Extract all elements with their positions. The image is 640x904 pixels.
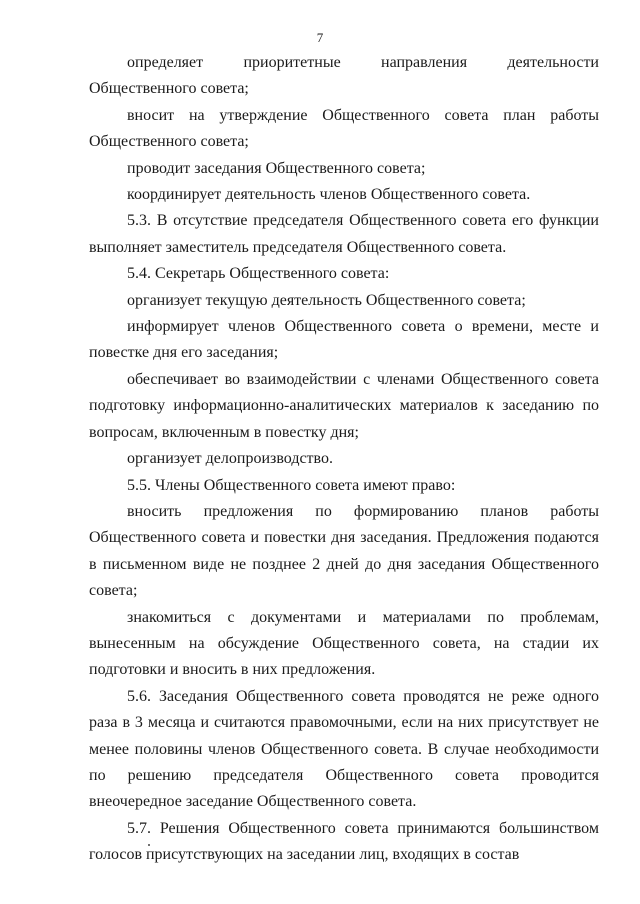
- page-number: 7: [316, 30, 324, 45]
- paragraph: 5.6. Заседания Общественного совета проводятся не реже одного раза в 3 месяца и считаются правомочными, если на них присутствует не менее половины членов Общественного совета. В случае необходимости по решению председателя Общественного совета проводится внеочередное заседание Общественного совета.: [89, 687, 599, 811]
- paragraph: организует делопроизводство.: [127, 450, 333, 468]
- paragraph: определяет приоритетные направления деятельности Общественного совета;: [89, 54, 599, 98]
- paragraph: вносит на утверждение Общественного совета план работы Общественного совета;: [89, 106, 599, 151]
- scan-speck: [148, 844, 150, 846]
- paragraph: организует текущую деятельность Общественного совета;: [127, 291, 526, 309]
- paragraph: 5.3. В отсутствие председателя Общественного совета его функции выполняет заместитель председателя Общественного совета.: [89, 212, 599, 256]
- document-body: [89, 50, 599, 869]
- paragraph: проводит заседания Общественного совета;: [127, 159, 426, 177]
- paragraph: 5.5. Члены Общественного совета имеют право:: [127, 476, 456, 494]
- paragraph: вносить предложения по формированию планов работы Общественного совета и повестки дня заседания. Предложения подаются в письменном виде не позднее 2 дней до дня заседания Общественного совета;: [89, 502, 599, 600]
- paragraph: знакомиться с документами и материалами по проблемам, вынесенным на обсуждение Общественного совета, на стадии их подготовки и вносить в них предложения.: [89, 608, 599, 679]
- paragraph: информирует членов Общественного совета о времени, месте и повестке дня его заседания;: [89, 318, 599, 362]
- paragraph: координирует деятельность членов Общественного совета.: [127, 186, 531, 204]
- paragraph: 5.4. Секретарь Общественного совета:: [127, 265, 390, 283]
- paragraph: обеспечивает во взаимодействии с членами Общественного совета подготовку информационно-аналитических материалов к заседанию по вопросам, включенным в повестку дня;: [89, 370, 599, 441]
- paragraph: 5.7. Решения Общественного совета принимаются большинством голосов присутствующих на заседании лиц, входящих в состав: [89, 819, 599, 864]
